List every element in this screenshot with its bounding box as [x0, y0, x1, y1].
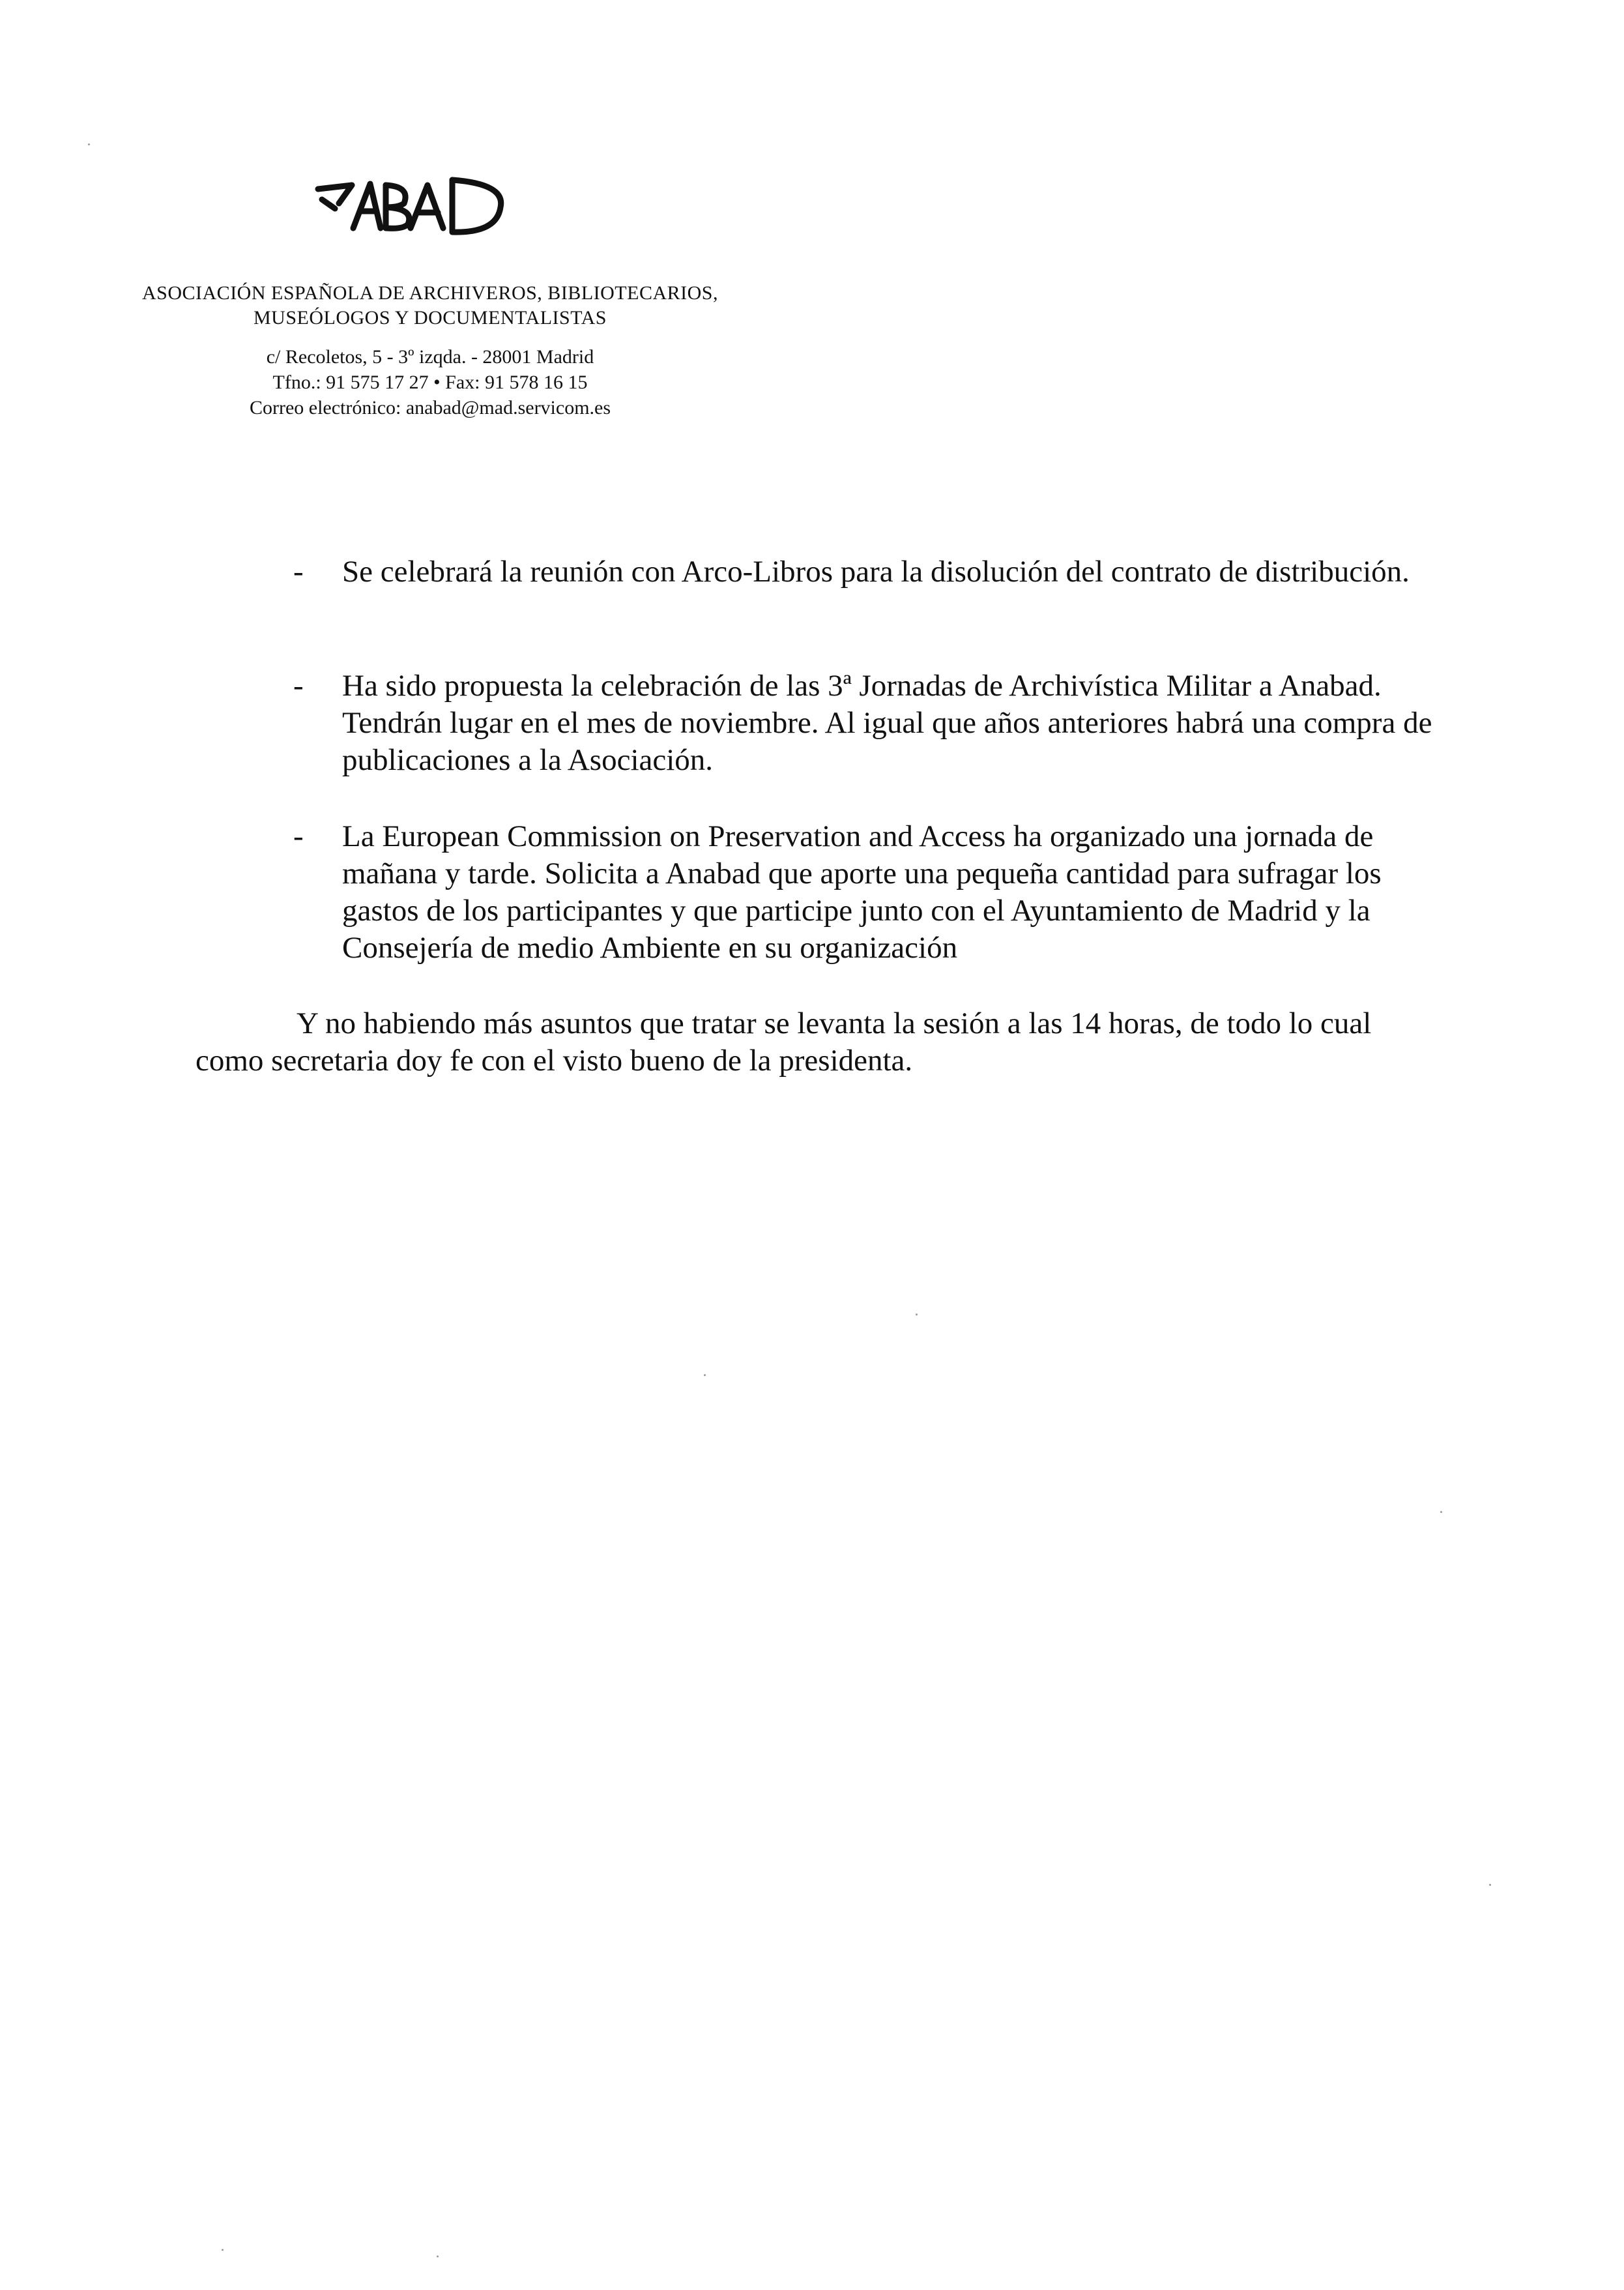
bullet-text: Se celebrará la reunión con Arco-Libros para la disolución del contrato de distribución.: [342, 555, 1410, 589]
bullet-text: Ha sido propuesta la celebración de las 3ª Jornadas de Archivística Militar a Anabad. Tendrán lugar en el mes de noviembre. Al igual que años anteriores habrá una compra de publicaciones a la Asociación.: [342, 669, 1432, 777]
phone-fax-line: Tfno.: 91 575 17 27 • Fax: 91 578 16 15: [272, 372, 588, 393]
organization-name-line-1: ASOCIACIÓN ESPAÑOLA DE ARCHIVEROS, BIBLIOTECARIOS,: [142, 282, 718, 304]
scan-speck: [1489, 1884, 1491, 1886]
scan-speck: [1440, 1511, 1442, 1513]
scan-speck: [437, 2255, 439, 2257]
address-line: c/ Recoletos, 5 - 3º izqda. - 28001 Madrid: [266, 346, 594, 368]
bullet-dash: -: [293, 555, 304, 589]
bullet-dash: -: [293, 669, 304, 703]
bullet-text: La European Commission on Preservation and Access ha organizado una jornada de mañana y tarde. Solicita a Anabad que aporte una pequeña cantidad para sufragar los gastos de los participantes y que participe junto con el Ayuntamiento de Madrid y la Consejería de medio Ambiente en su organización: [342, 819, 1382, 965]
closing-paragraph: Y no habiendo más asuntos que tratar se levanta la sesión a las 14 horas, de todo lo cual como secretaria doy fe con el visto bueno de la presidenta.: [196, 1006, 1372, 1078]
email-line: Correo electrónico: anabad@mad.servicom.es: [249, 397, 611, 418]
scan-speck: [88, 143, 90, 145]
anabad-logo: [313, 171, 508, 249]
scan-speck: [916, 1314, 918, 1315]
scan-speck: [222, 2249, 224, 2251]
scan-speck: [704, 1374, 706, 1376]
organization-name-line-2: MUSEÓLOGOS Y DOCUMENTALISTAS: [254, 307, 607, 329]
bullet-dash: -: [293, 819, 304, 853]
